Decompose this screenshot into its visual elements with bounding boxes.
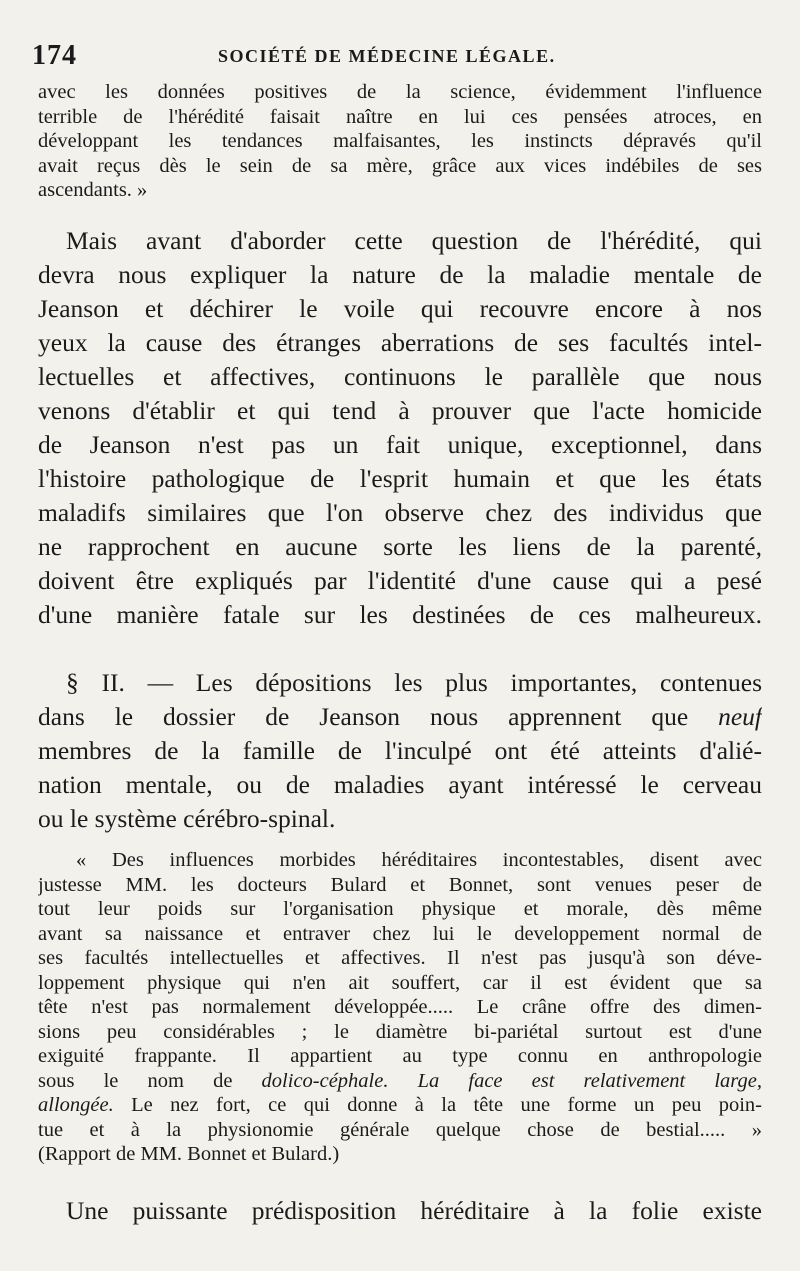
paragraph-heredity-question — [38, 224, 762, 632]
text-segment: dans le dossier de Jeanson nous apprennent que — [38, 702, 719, 731]
text-line: venons d'établir et qui tend à prouver que l'acte homicide — [38, 396, 762, 425]
text-line: « Des influences morbides héréditaires incontestables, disent avec — [76, 849, 762, 871]
text-segment: sous le nom de — [38, 1069, 262, 1092]
text-line: nation mentale, ou de maladies ayant intéressé le cerveau — [38, 770, 762, 799]
page-header — [32, 40, 760, 74]
text-line — [38, 1093, 762, 1118]
text-line: avec les données positives de la science, évidemment l'influence — [38, 81, 762, 103]
text-line: l'histoire pathologique de l'esprit humain et que les états — [38, 464, 762, 493]
section-two-paragraph — [38, 666, 762, 836]
text-line — [38, 1069, 762, 1094]
text-line: sions peu considérables ; le diamètre bi-pariétal surtout est d'une — [38, 1020, 762, 1043]
text-line: ascendants. » — [38, 179, 148, 201]
text-line — [38, 700, 762, 734]
text-line: membres de la famille de l'inculpé ont été atteints d'alié- — [38, 736, 762, 765]
paragraph-hereditary-predisposition — [38, 1194, 762, 1228]
text-line: Une puissante prédisposition héréditaire à la folie existe — [66, 1196, 762, 1225]
running-head: SOCIÉTÉ DE MÉDECINE LÉGALE. — [218, 46, 556, 66]
text-line: (Rapport de MM. Bonnet et Bulard.) — [38, 1143, 340, 1165]
text-line: ou le système cérébro-spinal. — [38, 804, 336, 833]
text-line: exiguité frappante. Il appartient au type connu en anthropologie — [38, 1045, 762, 1067]
text-line: avait reçus dès le sein de sa mère, grâce aux vices indébiles de ses — [38, 154, 762, 177]
page-number: 174 — [32, 40, 77, 71]
text-line: doivent être expliqués par l'identité d'une cause qui a pesé — [38, 566, 762, 595]
emphasis-text: neuf — [718, 702, 762, 731]
text-line: loppement physique qui n'en ait souffert, car il est évident que sa — [38, 971, 762, 994]
text-line: tue et à la physionomie générale quelque chose de bestial..... » — [38, 1118, 762, 1141]
text-line: d'une manière fatale sur les destinées de ces malheureux. — [38, 600, 762, 629]
text-line: ne rapprochent en aucune sorte les liens de la parenté, — [38, 532, 762, 561]
text-line: § II. — Les dépositions les plus importantes, contenues — [66, 668, 762, 697]
text-line: maladifs similaires que l'on observe chez des individus que — [38, 498, 762, 527]
text-line: développant les tendances malfaisantes, les instincts dépravés qu'il — [38, 130, 762, 152]
text-line: terrible de l'hérédité faisait naître en lui ces pensées atroces, en — [38, 105, 762, 128]
text-line: justesse MM. les docteurs Bulard et Bonnet, sont venues peser de — [38, 873, 762, 896]
text-line: Jeanson et déchirer le voile qui recouvre encore à nos — [38, 294, 762, 323]
text-line: avant sa naissance et entraver chez lui le developpement normal de — [38, 922, 762, 945]
emphasis-text: dolico-céphale. La face est relativement large, — [261, 1069, 762, 1092]
emphasis-text: allongée. — [38, 1094, 114, 1116]
text-line: de Jeanson n'est pas un fait unique, exceptionnel, dans — [38, 430, 762, 459]
text-line: tête n'est pas normalement développée..... Le crâne offre des dimen- — [38, 996, 762, 1018]
text-line: ses facultés intellectuelles et affectives. Il n'est pas jusqu'à son déve- — [38, 947, 762, 969]
text-line: devra nous expliquer la nature de la maladie mentale de — [38, 260, 762, 289]
report-quotation — [38, 848, 762, 1167]
text-line: yeux la cause des étranges aberrations de ses facultés intel- — [38, 328, 762, 357]
text-line: Mais avant d'aborder cette question de l'hérédité, qui — [66, 226, 762, 255]
paragraph-quote-ending — [38, 80, 762, 203]
text-line: tout leur poids sur l'organisation physique et morale, dès même — [38, 898, 762, 920]
text-line: lectuelles et affectives, continuons le parallèle que nous — [38, 362, 762, 391]
text-segment: Le nez fort, ce qui donne à la tête une forme un peu poin- — [113, 1094, 762, 1116]
